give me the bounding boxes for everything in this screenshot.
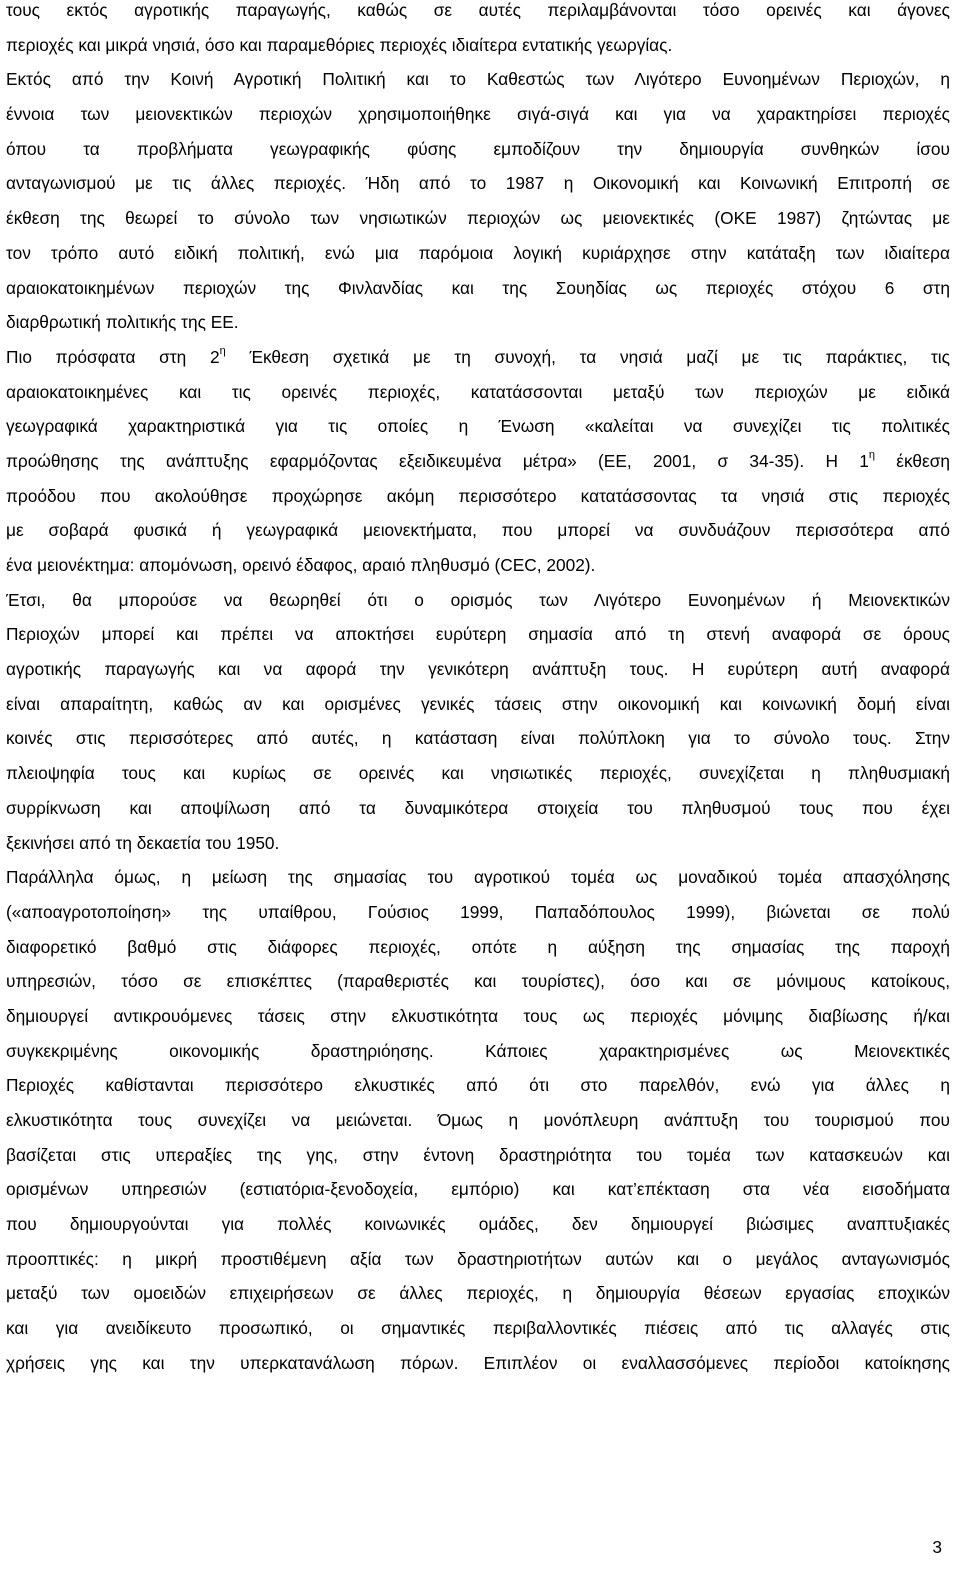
text-line: αραιοκατοικημένων περιοχών της Φινλανδίας και της Σουηδίας ως περιοχές στόχου 6 στη [6,277,950,298]
text-segment: Πιο πρόσφατα στη 2 [6,346,220,367]
page-number: 3 [932,1537,942,1557]
text-line: ελκυστικότητα τους συνεχίζει να μειώνεται. Όμως η μονόπλευρη ανάπτυξη του τουρισμού που [6,1110,950,1130]
text-line: πλειοψηφία τους και κυρίως σε ορεινές και νησιωτικές περιοχές, συνεχίζεται η πληθυσμιακή [6,763,950,784]
text-line: ένα μειονέκτημα: απομόνωση, ορεινό έδαφος, αραιό πληθυσμό (CEC, 2002). [6,555,596,575]
text-line: είναι απαραίτητη, καθώς αν και ορισμένες γενικές τάσεις στην οικονομική και κοινωνική δομή είναι [6,693,950,714]
text-line: ξεκινήσει από τη δεκαετία του 1950. [6,832,280,853]
text-line: αραιοκατοικημένες και τις ορεινές περιοχές, κατατάσσονται μεταξύ των περιοχών με ειδικά [6,381,950,402]
superscript: η [219,345,226,358]
text-line [6,340,950,375]
text-line: Εκτός από την Κοινή Αγροτική Πολιτική και το Καθεστώς των Λιγότερο Ευνοημένων Περιοχών, η [6,69,950,90]
text-line: κοινές στις περισσότερες από αυτές, η κατάσταση είναι πολύπλοκη για το σύνολο τους. Στην [6,728,950,749]
text-line: όπου τα προβλήματα γεωγραφικής φύσης εμποδίζουν την δημιουργία συνθηκών ίσου [6,138,950,159]
text-line: Περιοχών μπορεί και πρέπει να αποκτήσει ευρύτερη σημασία από τη στενή αναφορά σε όρους [6,624,950,645]
text-segment: Έκθεση σχετικά με τη συνοχή, τα νησιά μαζί με τις παράκτιες, τις [225,346,950,367]
text-line: προόδου που ακολούθησε προχώρησε ακόμη περισσότερο κατατάσσοντας τα νησιά στις περιοχές [6,485,950,506]
text-line: που δημιουργούνται για πολλές κοινωνικές ομάδες, δεν δημιουργεί βιώσιμες αναπτυξιακές [6,1214,950,1235]
text-line: με σοβαρά φυσικά ή γεωγραφικά μειονεκτήματα, που μπορεί να συνδυάζουν περισσότερα από [6,520,950,541]
text-line: έκθεση της θεωρεί το σύνολο των νησιωτικών περιοχών ως μειονεκτικές (ΟΚΕ 1987) ζητώντας με [6,208,950,229]
text-line: Παράλληλα όμως, η μείωση της σημασίας του αγροτικού τομέα ως μοναδικού τομέα απασχόλησης [6,867,950,888]
text-line: συγκεκριμένης οικονομικής δραστηριόησης. Κάποιες χαρακτηρισμένες ως Μειονεκτικές [6,1040,950,1061]
text-line: ορισμένων υπηρεσιών (εστιατόρια-ξενοδοχεία, εμπόριο) και κατ’επέκταση στα νέα εισοδήματα [6,1179,950,1200]
text-line: ανταγωνισμού με τις άλλες περιοχές. Ήδη από το 1987 η Οικονομική και Κοινωνική Επιτροπή σε [6,173,950,194]
superscript: η [868,449,875,462]
text-line: συρρίκνωση και αποψίλωση από τα δυναμικότερα στοιχεία του πληθυσμού τους που έχει [6,797,950,818]
text-line: μεταξύ των ομοειδών επιχειρήσεων σε άλλες περιοχές, η δημιουργία θέσεων εργασίας εποχικών [6,1283,950,1304]
text-line: αγροτικής παραγωγής και να αφορά την γενικότερη ανάπτυξη τους. Η ευρύτερη αυτή αναφορά [6,659,950,680]
text-segment: έκθεση [874,450,950,471]
text-line: βασίζεται στις υπεραξίες της γης, στην έντονη δραστηριότητα του τομέα των κατασκευών και [6,1144,950,1165]
text-line: Έτσι, θα μπορούσε να θεωρηθεί ότι ο ορισμός των Λιγότερο Ευνοημένων ή Μειονεκτικών [6,589,950,610]
text-segment: προώθησης της ανάπτυξης εφαρμόζοντας εξειδικευμένα μέτρα» (ΕΕ, 2001, σ 34-35). Η 1 [6,450,869,471]
text-line: γεωγραφικά χαρακτηριστικά για τις οποίες η Ένωση «καλείται να συνεχίζει τις πολιτικές [6,416,950,437]
text-line: έννοια των μειονεκτικών περιοχών χρησιμοποιήθηκε σιγά-σιγά και για να χαρακτηρίσει περιοχές [6,104,950,125]
text-line: υπηρεσιών, τόσο σε επισκέπτες (παραθεριστές και τουρίστες), όσο και σε μόνιμους κατοίκους, [6,971,950,992]
text-line: τους εκτός αγροτικής παραγωγής, καθώς σε αυτές περιλαμβάνονται τόσο ορεινές και άγονες [6,0,950,20]
text-line [6,444,950,479]
text-line: περιοχές και μικρά νησιά, όσο και παραμεθόριες περιοχές ιδιαίτερα εντατικής γεωργίας. [6,34,673,55]
text-line: δημιουργεί αντικρουόμενες τάσεις στην ελκυστικότητα τους ως περιοχές μόνιμης διαβίωσης ή/και [6,1005,950,1026]
text-line: διαρθρωτική πολιτικής της ΕΕ. [6,312,239,333]
text-line: τον τρόπο αυτό ειδική πολιτική, ενώ μια παρόμοια λογική κυριάρχησε στην κατάταξη των ιδιαίτερα [6,242,950,263]
text-line: και για ανειδίκευτο προσωπικό, οι σημαντικές περιβαλλοντικές πιέσεις από τις αλλαγές στις [6,1318,950,1339]
text-line: χρήσεις γης και την υπερκατανάλωση πόρων. Επιπλέον οι εναλλασσόμενες περίοδοι κατοίκησης [6,1352,950,1373]
text-line: προοπτικές: η μικρή προστιθέμενη αξία των δραστηριοτήτων αυτών και ο μεγάλος ανταγωνισμός [6,1248,950,1269]
text-line: Περιοχές καθίστανται περισσότερο ελκυστικές από ότι στο παρελθόν, ενώ για άλλες η [6,1075,950,1096]
text-line: διαφορετικό βαθμό στις διάφορες περιοχές, οπότε η αύξηση της σημασίας της παροχή [6,936,950,957]
text-line: («αποαγροτοποίηση» της υπαίθρου, Γούσιος 1999, Παπαδόπουλος 1999), βιώνεται σε πολύ [6,901,950,922]
